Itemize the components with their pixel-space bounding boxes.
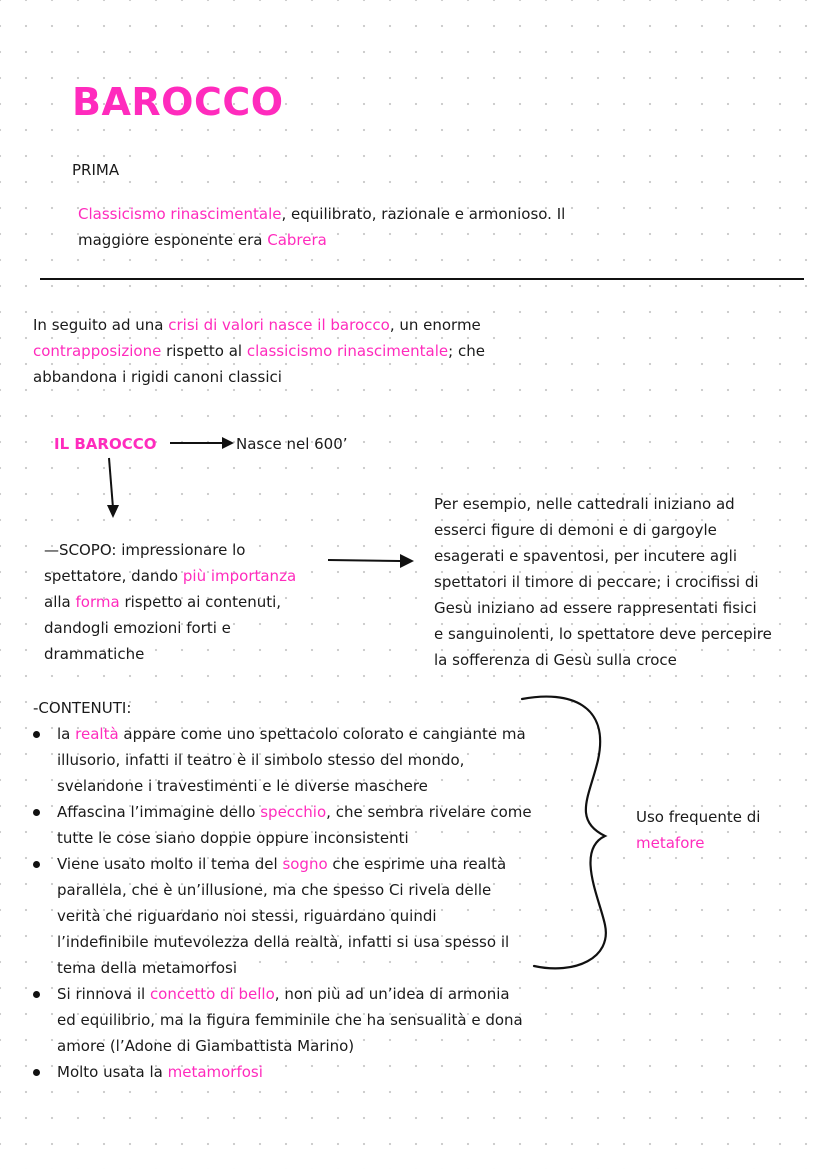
text-segment: rispetto al [161,342,247,360]
highlight-sogno: sogno [282,855,328,873]
intro-line-3: abbandona i rigidi canoni classici [33,368,282,386]
text-segment: verità che riguardano noi stessi, riguardano quindi [57,907,437,925]
scopo-block [44,537,296,667]
text-segment: Si rinnova il [57,985,150,1003]
text-segment: maggiore esponente era [78,231,268,249]
highlight-crisi: crisi di valori nasce il barocco [168,316,390,334]
text-segment: ed equilibrio, ma la figura femminile che ha sensualità e dona [57,1011,523,1029]
text-segment: Viene usato molto il tema del [57,855,283,873]
text-segment: spettatore, dando [44,567,183,585]
text-segment: illusorio, infatti il teatro è il simbolo stesso del mondo, [57,751,465,769]
text-segment: che esprime una realtà [327,855,507,873]
arrow-right-icon [170,437,234,449]
list-item [31,721,591,799]
note-highlight-metafore: metafore [636,834,705,852]
highlight-forma: forma [75,593,120,611]
esempio-line: Gesù iniziano ad essere rappresentati fisici [434,599,757,617]
highlight-classicismo: Classicismo rinascimentale [78,205,282,223]
list-item [31,851,591,981]
arrow-down-icon [107,458,119,518]
scopo-line-3 [44,589,296,615]
text-segment: , che sembra rivelare come [326,803,532,821]
highlight-concetto-di-bello: concetto di bello [149,985,275,1003]
list-item [31,981,591,1059]
text-segment: amore (l’Adone di Giambattista Marino) [57,1037,355,1055]
esempio-block [434,491,772,673]
note-line-1: Uso frequente di [636,808,761,826]
highlight-specchio: specchio [260,803,327,821]
contenuti-list [31,721,591,1085]
text-segment: l’indefinibile mutevolezza della realtà, infatti si usa spesso il [57,933,510,951]
text-segment: In seguito ad una [33,316,169,334]
text-segment: alla [44,593,76,611]
highlight-metamorfosi: metamorfosi [167,1063,263,1081]
list-item [31,1059,591,1085]
text-segment: ; che [448,342,485,360]
highlight-contrapposizione: contrapposizione [33,342,162,360]
esempio-line: la sofferenza di Gesù sulla croce [434,651,677,669]
metafore-note [636,804,760,856]
text-segment: Affascina l’immagine dello [57,803,261,821]
esempio-line: esserci figure di demoni e di gargoyle [434,521,717,539]
scopo-line-4: dandogli emozioni forti e [44,619,231,637]
text-segment: , non più ad un’idea di armonia [274,985,510,1003]
text-segment: la [57,725,76,743]
esempio-line: Per esempio, nelle cattedrali iniziano ad [434,495,735,513]
arrow-right-long-icon [328,554,414,568]
esempio-line: esagerati e spaventosi, per incutere agli [434,547,737,565]
highlight-classicismo: classicismo rinascimentale [246,342,449,360]
text-segment: , un enorme [389,316,481,334]
scopo-line-2 [44,563,296,589]
highlight-importanza: più importanza [182,567,297,585]
highlight-realta: realtà [75,725,119,743]
scopo-line-5: drammatiche [44,645,145,663]
text-segment: appare come uno spettacolo colorato e cangiante ma [118,725,526,743]
text-segment: rispetto ai contenuti, [119,593,282,611]
highlight-cabrera: Cabrera [267,231,327,249]
contenuti-heading: -CONTENUTI: [33,699,132,717]
scopo-line-1: —SCOPO: impressionare lo [44,541,246,559]
text-segment: parallela, che è un’illusione, ma che spesso Ci rivela delle [57,881,492,899]
text-segment: tema della metamorfosi [57,959,238,977]
list-item [31,799,591,851]
text-segment: Molto usata la [57,1063,168,1081]
barocco-label: IL BAROCCO [54,435,157,453]
text-segment: tutte le cose siano doppie oppure inconsistenti [57,829,409,847]
text-segment: svelandone i travestimenti e le diverse maschere [57,777,428,795]
text-segment: , equilibrato, razionale e armonioso. Il [281,205,566,223]
esempio-line: e sanguinolenti, lo spettatore deve percepire [434,625,772,643]
prima-heading: PRIMA [72,161,120,179]
page-title: BAROCCO [72,80,284,124]
esempio-line: spettatori il timore di peccare; i crocifissi di [434,573,759,591]
nasce-text: Nasce nel 600’ [236,435,348,453]
